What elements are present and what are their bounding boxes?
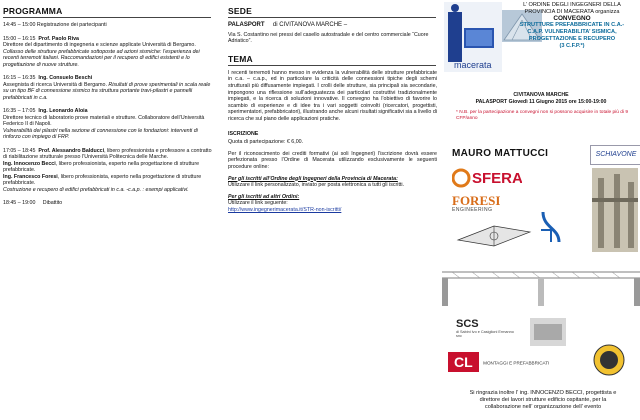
building-photo-2	[592, 168, 638, 252]
program-time: 18:45 – 19:00	[3, 200, 36, 206]
nb-note	[456, 110, 640, 122]
talk-title: Collasso delle strutture prefabbricate sottoposte ad azioni sismiche: l’esperienza dei recenti terremoti italiani. Raccomandazioni per il recupero di edifici esistenti e lo progettazione di nuove strutture.	[3, 48, 200, 68]
speaker-role: , libero professionista, esperto nella progettazione di strutture prefabbricate.	[3, 173, 202, 186]
convegno-label: CONVEGNO	[553, 14, 591, 22]
program-item	[3, 75, 215, 101]
speaker-role: Direttore del dipartimento di ingegneria e scienze applicate Università di Bergamo.	[3, 42, 196, 48]
iscrizione-group2: Per gli iscritti ad altri Ordini:	[228, 193, 300, 200]
ordine-logo	[444, 2, 502, 72]
sede-address: Via S. Costantino nei pressi del casello autostradale e del centro commerciale “Cuore Adriatico”.	[228, 31, 429, 45]
speaker-name: Ing. Francesco Foresi	[3, 173, 58, 180]
program-time: 16:15 – 16:35	[3, 75, 36, 81]
convegno-title-2: C.A.P. VULNERABILITA’ SISMICA,	[527, 29, 617, 36]
iscrizione-text3: Utilizzare il link seguente:	[228, 200, 288, 207]
iscrizione-text: Per il riconoscimento dei crediti formativi (ai soli Ingegneri) l’iscrizione dovrà essere perfezionata presso l’Ordine di Macerata utilizzando esclusivamente le seguenti procedure online:	[228, 150, 437, 170]
sponsor-scs	[456, 318, 516, 344]
program-item	[3, 22, 215, 29]
talk-title: Risultati di prove sperimentali in scala reale su un tipo BF di connessione sismico tra struttura portante travi-pilastri e pannelli prefabbricati in c.a.	[3, 81, 211, 101]
convegno-title-1: STRUTTURE PREFABBRICATE IN C.A.-	[519, 22, 625, 29]
tema-text: I recenti terremoti hanno messo in evidenza la vulnerabilità delle strutture prefabbricate in c.a. – c.a.p., ed in particolare la criticità delle connessioni tipiche degli schemi strutturali più diffusamente impiegati. I crolli delle strutture, sia principali sia secondarie, impongono una riflessione sull’adeguatezza dei particolari costruttivi tradizionalmente impiegati, e la ricerca di soluzioni innovative. Il convegno ha l’obiettivo di favorire lo scambio di esperienze e di idee tra i vari soggetti coinvolti (ricercatori, progettisti, sperimentatori, prefabbricatori), illustrando anche alcuni risultati significativi sia a livello di ricerca che sul piano delle applicazioni pratiche.	[228, 69, 437, 122]
program-time: 17:05 – 18:45	[3, 147, 36, 154]
sede-palasport: PALASPORT	[228, 22, 265, 28]
badge-logo	[592, 336, 626, 384]
thanks-note	[446, 390, 640, 411]
convegno-title-3: PROGETTAZIONE E RECUPERO	[528, 35, 616, 42]
registration-link[interactable]: http://www.ingegnerimacerata.it/STR-non-iscritti/	[228, 206, 342, 213]
speaker-role: , libero professionista, esperto nella progettazione di strutture prefabbricate.	[3, 160, 200, 173]
talk-title: Costruzione e recupero di edifici prefabbricati in c.a. -c.a.p. : esempi applicativi.	[3, 186, 189, 193]
location-date: PALASPORT Giovedì 11 Giugno 2015 ore 15:00-19:00	[475, 98, 607, 105]
scs-text: SCS	[456, 318, 479, 330]
info-column	[222, 0, 437, 420]
cl-sub: MONTAGGI E PREFABBRICATI	[483, 360, 550, 366]
sponsor-cl	[448, 352, 574, 382]
iscrizione-quota: Quota di partecipazione: € 6,00.	[228, 139, 304, 146]
program-item	[3, 148, 215, 194]
program-item	[3, 108, 215, 141]
speaker-name: Prof. Alessandro Balducci	[38, 147, 105, 154]
foresi-text: FORESI	[452, 193, 501, 208]
speaker-role: Assegnista di ricerca Università di Bergamo.	[3, 81, 107, 88]
iscrizione-title: ISCRIZIONE	[228, 130, 259, 137]
org-line1: L’ ORDINE DEGLI INGEGNERI DELLA	[523, 2, 621, 8]
scs-sub: di Sabini Ivo e Casiglioni Ermanno snc	[456, 330, 514, 338]
sponsor-schiavone: SCHIAVONE	[590, 145, 640, 165]
convegno-title-4: (3 C.F.P.*)	[559, 42, 585, 49]
logo-text: macerata	[454, 60, 492, 70]
program-text: Registrazione dei partecipanti	[35, 22, 107, 28]
speaker-role: , libero professionista e professore a contratto di riabilitazione strutturale presso l’Università Politecnica delle Marche.	[3, 147, 212, 160]
sede-title: SEDE	[228, 6, 436, 18]
iscrizione-text2: Utilizzare il link personalizzato, inviato per posta elettronica a tutti gli iscritti.	[228, 182, 405, 189]
sponsor-foresi	[452, 193, 522, 219]
blue-logo	[537, 208, 565, 246]
location-city: CIVITANOVA MARCHE	[513, 92, 569, 98]
sponsor-sfera	[452, 166, 522, 190]
cover-column	[442, 0, 640, 420]
cl-text: CL	[448, 352, 479, 372]
thanks-line3: collaborazione nell’ organizzazione dell’ evento	[484, 404, 602, 410]
sponsor-mattucci: MAURO MATTUCCI	[452, 148, 549, 159]
org-line2: PROVINCIA DI MACERATA organizza	[524, 8, 620, 15]
program-time: 16:35 – 17:05	[3, 108, 36, 114]
sede-line	[228, 22, 437, 29]
beam-sketch	[454, 222, 534, 250]
program-item	[3, 200, 215, 207]
speaker-name: Prof. Paolo Riva	[38, 35, 79, 42]
scs-photo	[530, 318, 566, 346]
iscrizione-group1: Per gli iscritti all’Ordine degli Ingegneri della Provincia di Macerata:	[228, 175, 398, 182]
sfera-text: SFERA	[472, 170, 522, 187]
program-time: 14:45 – 15:00	[3, 22, 36, 28]
tema-title: TEMA	[228, 54, 436, 66]
foresi-sub: ENGINEERING	[452, 207, 493, 213]
speaker-name: Ing. Consuelo Beschi	[38, 75, 93, 81]
program-text: Dibattito	[42, 200, 63, 206]
nb-text: * N.B. per la partecipazione a convegni non si possono acquisire in totale più di 9 CFP/anno	[456, 110, 628, 121]
program-item	[3, 36, 215, 69]
thanks-line1: Si ringrazia inoltre l’ ing. INNOCENZO BECCI, progettista e	[469, 390, 617, 396]
beam-drawing	[442, 264, 640, 306]
program-column	[0, 0, 215, 420]
talk-title: Vulnerabilità dei pilastri nella sezione di connessione con le fondazioni: interventi di rinforzo con impiego di FRP.	[3, 127, 198, 140]
speaker-name: Ing. Leonardo Aloia	[38, 108, 88, 114]
sede-city: di CIVITANOVA MARCHE –	[272, 22, 348, 28]
cover-header	[504, 2, 640, 50]
speaker-role: Direttore tecnico di laboratorio prove materiali e strutture. Collaboratore dell’Università Federico II di Napoli.	[3, 114, 205, 127]
thanks-line2: direttore dei lavori strutture edificio ospitante, per la	[479, 397, 607, 403]
program-title: PROGRAMMA	[3, 6, 211, 18]
cover-location	[442, 92, 640, 106]
speaker-name: Ing. Innocenzo Becci	[3, 160, 56, 167]
program-time: 15:00 – 16:15	[3, 35, 36, 42]
